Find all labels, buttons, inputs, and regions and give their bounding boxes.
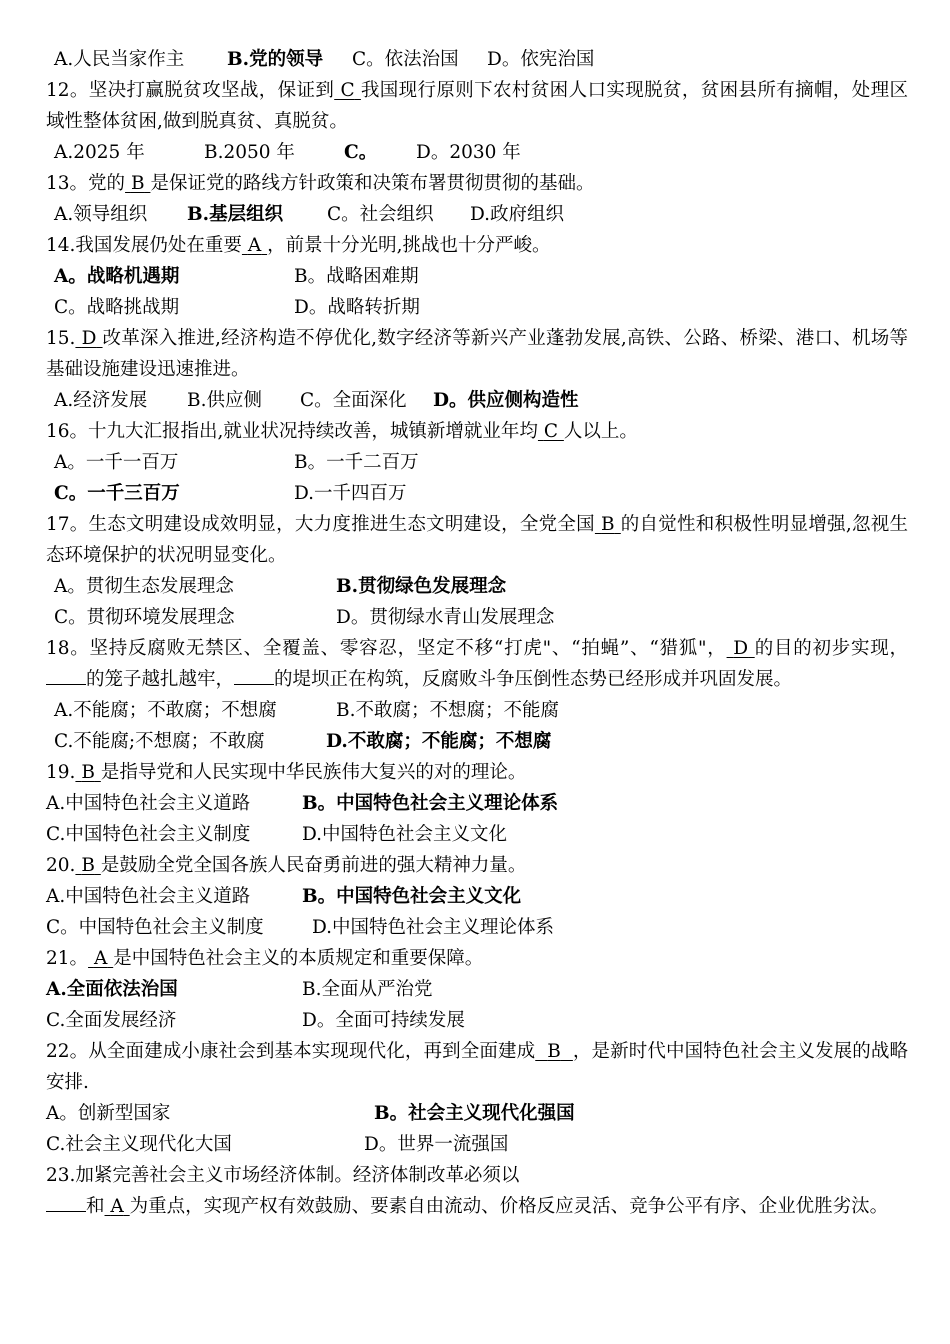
q11-option-c: C。依法治国 [352,49,459,70]
q19-option-c: C.中国特色社会主义制度 [46,824,251,845]
q21-option-b: B.全面从严治党 [302,979,433,1000]
q22-options-row2 [46,1129,908,1160]
q23-text-mid: 和 [86,1196,105,1217]
q21-option-d: D。全面可持续发展 [302,1010,465,1031]
q11-option-b: B.党的领导 [227,49,324,70]
q12-option-d: D。2030 年 [416,142,521,163]
q17-option-c: C。贯彻环境发展理念 [54,607,235,628]
q21-option-a: A.全面依法治国 [46,979,178,1000]
q22-options-row1 [46,1098,908,1129]
q15-option-d: D。供应侧构造性 [433,390,579,411]
q14-options-row1 [46,261,908,292]
q18-text-3: 的笼子越扎越牢， [86,669,235,690]
q12-options [46,137,908,168]
q18-options-row1 [46,695,908,726]
q22-text-after: ，是新时代中国特色社会主义发展的战略安排. [46,1041,908,1093]
q21-option-c: C.全面发展经济 [46,1010,177,1031]
q11-options [46,44,908,75]
q20-option-d: D.中国特色社会主义理论体系 [312,917,555,938]
q15-answer: D [81,328,97,349]
q12-option-a: A.2025 年 [54,142,145,163]
q14-text-after: ，前景十分光明,挑战也十分严峻。 [267,235,551,256]
q13-option-d: D.政府组织 [470,204,565,225]
q16-text-after: 人以上。 [563,421,638,442]
q20-answer: B [81,855,95,876]
q23-question-line1: 23.加紧完善社会主义市场经济体制。经济体制改革必须以 [46,1165,520,1186]
q15-text-after: 改革深入推进,经济构造不停优化,数字经济等新兴产业蓬勃发展,高铁、公路、桥梁、港口、机场等基础设施建设迅速推进。 [46,328,908,380]
q18-blank-3 [234,666,274,685]
q22-answer: B [547,1041,561,1062]
q23-answer: A [110,1196,124,1217]
q15-text: 15. [46,328,76,349]
q20-option-c: C。中国特色社会主义制度 [46,917,264,938]
q17-text: 17。生态文明建设成效明显，大力度推进生态文明建设，全党全国 [46,514,595,535]
q18-option-b: B.不敢腐；不想腐；不能腐 [336,700,559,721]
q17-options-row1 [46,571,908,602]
q19-options-row1 [46,788,908,819]
q21-answer: A [93,948,108,969]
q14-option-c: C。战略挑战期 [54,297,180,318]
q22-option-d: D。世界一流强国 [364,1134,509,1155]
q12-answer: C [340,80,355,101]
q22-option-c: C.社会主义现代化大国 [46,1134,232,1155]
q17-text-after: 的自觉性和积极性明显增强,忽视生态环境保护的状况明显变化。 [46,514,908,566]
q11-option-d: D。依宪治国 [487,49,595,70]
q18-option-a: A.不能腐；不敢腐；不想腐 [54,700,277,721]
q13-option-b: B.基层组织 [187,204,284,225]
q18-text-2: 的目的初步实现， [754,638,908,659]
q16-text: 16。十九大汇报指出,就业状况持续改善，城镇新增就业年均 [46,421,538,442]
q20-options-row1 [46,881,908,912]
q11-option-a: A.人民当家作主 [54,49,185,70]
q18-answer: D [733,638,749,659]
q23-question [46,1191,908,1222]
q17-option-a: A。贯彻生态发展理念 [54,576,234,597]
q18-options-row2 [46,726,908,757]
q18-question [46,633,908,695]
q15-option-a: A.经济发展 [54,390,148,411]
q20-options-row2 [46,912,908,943]
q22-question [46,1036,908,1098]
q16-answer: C [543,421,558,442]
q16-option-c: C。一千三百万 [54,483,180,504]
q23-blank-1 [46,1193,86,1212]
q19-option-a: A.中国特色社会主义道路 [46,793,251,814]
q16-options-row2 [46,478,908,509]
q19-answer: B [81,762,95,783]
q23-text-after: 为重点，实现产权有效鼓励、要素自由流动、价格反应灵活、竞争公平有序、企业优胜劣汰。 [129,1196,889,1217]
q21-text: 21。 [46,948,89,969]
q16-options-row1 [46,447,908,478]
q17-options-row2 [46,602,908,633]
q19-text-after: 是指导党和人民实现中华民族伟大复兴的对的理论。 [100,762,527,783]
q19-option-b: B。中国特色社会主义理论体系 [302,793,559,814]
q17-option-b: B.贯彻绿色发展理念 [336,576,507,597]
q16-option-a: A。一千一百万 [54,452,179,473]
q13-options [46,199,908,230]
q15-question [46,323,908,385]
q15-option-b: B.供应侧 [187,390,262,411]
q16-option-d: D.一千四百万 [294,483,407,504]
q12-text: 12。坚决打赢脱贫攻坚战，保证到 [46,80,335,101]
q20-question [46,850,908,881]
q19-text: 19. [46,762,76,783]
q22-text: 22。从全面建成小康社会到基本实现现代化，再到全面建成 [46,1041,536,1062]
q21-text-after: 是中国特色社会主义的本质规定和重要保障。 [113,948,484,969]
q13-option-a: A.领导组织 [54,204,148,225]
q21-options-row2 [46,1005,908,1036]
q19-question [46,757,908,788]
document-page [46,44,908,1222]
q12-text-after: 我国现行原则下农村贫困人口实现脱贫，贫困县所有摘帽，处理区域性整体贫困,做到脱真贫、真脱贫。 [46,80,908,132]
q12-question [46,75,908,137]
q18-text-4: 的堤坝正在构筑，反腐败斗争压倒性态势已经形成并巩固发展。 [274,669,793,690]
q12-option-b: B.2050 年 [204,142,295,163]
q13-text: 13。党的 [46,173,126,194]
q22-option-b: B。社会主义现代化强国 [374,1103,575,1124]
q18-text: 18。坚持反腐败无禁区、全覆盖、零容忍，坚定不移“打虎"、“拍蝇”、“猎狐"， [46,638,727,659]
q14-option-b: B。战略困难期 [294,266,419,287]
q13-text-after: 是保证党的路线方针政策和决策布署贯彻贯彻的基础。 [150,173,595,194]
q18-option-d: D.不敢腐；不能腐；不想腐 [326,731,552,752]
q20-option-a: A.中国特色社会主义道路 [46,886,251,907]
q13-option-c: C。社会组织 [327,204,434,225]
q19-option-d: D.中国特色社会主义文化 [302,824,508,845]
q22-option-a: A。创新型国家 [46,1103,171,1124]
q15-option-c: C。全面深化 [300,390,407,411]
q16-question [46,416,908,447]
q13-question [46,168,908,199]
q17-answer: B [601,514,615,535]
q14-options-row2 [46,292,908,323]
q13-answer: B [130,173,145,194]
q17-option-d: D。贯彻绿水青山发展理念 [336,607,555,628]
q14-option-d: D。战略转折期 [294,297,420,318]
q14-option-a: A。战略机遇期 [54,266,180,287]
q21-question [46,943,908,974]
q20-option-b: B。中国特色社会主义文化 [302,886,522,907]
q18-option-c: C.不能腐;不想腐；不敢腐 [54,731,265,752]
q21-options-row1 [46,974,908,1005]
q20-text-after: 是鼓励全党全国各族人民奋勇前进的强大精神力量。 [100,855,527,876]
q14-answer: A [247,235,262,256]
q14-text: 14.我国发展仍处在重要 [46,235,242,256]
q14-question [46,230,908,261]
q15-options [46,385,908,416]
q12-option-c: C。 [344,142,378,163]
q16-option-b: B。一千二百万 [294,452,419,473]
q19-options-row2 [46,819,908,850]
q17-question [46,509,908,571]
q18-blank-2 [46,666,86,685]
q20-text: 20. [46,855,76,876]
